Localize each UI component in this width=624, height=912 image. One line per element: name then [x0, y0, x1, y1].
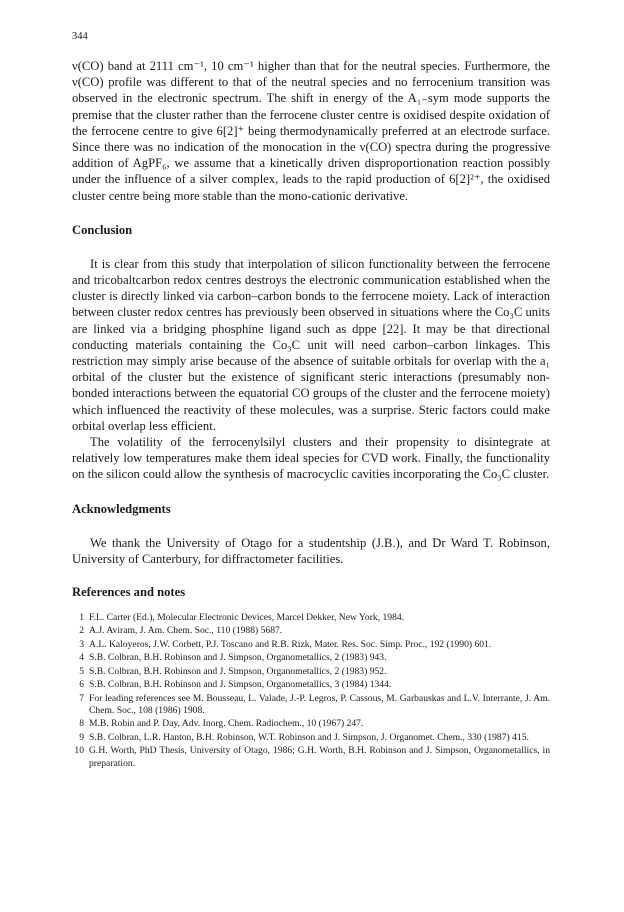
conclusion-paragraph-1: It is clear from this study that interpolation of silicon functionality between the ferrocene and tricobaltcarbon redox centres destroys the electronic communication established when the cluster is directly linked via carbon–carbon bonds to the ferrocene moiety. Lack of interaction between cluster redox centres has previously been observed in situations where the Co₃C units are linked via a bridging phosphine ligand such as dppe [22]. It may be that directional conducting materials containing the Co₃C unit will need carbon–carbon linkages. This restriction may simply arise because of the absence of suitable orbitals for overlap with the a₁ orbital of the cluster but the existence of significant steric interactions (presumably non-bonded interactions between the equatorial CO groups of the cluster and the ferrocene moiety) which influenced the reactivity of these molecules, was a surprise. Steric factors could make orbital overlap less efficient. — [72, 256, 550, 433]
page-body — [72, 58, 550, 771]
reference-number: 4 — [79, 652, 84, 664]
page-number: 344 — [72, 31, 88, 42]
reference-item — [72, 679, 550, 691]
reference-text: G.H. Worth, PhD Thesis, University of Otago, 1986; G.H. Worth, B.H. Robinson and J. Simpson, Organometallics, in preparation. — [89, 745, 550, 769]
reference-item — [72, 745, 550, 770]
acknowledgments-paragraph: We thank the University of Otago for a studentship (J.B.), and Dr Ward T. Robinson, University of Canterbury, for diffractometer facilities. — [72, 535, 550, 566]
reference-item — [72, 732, 550, 744]
conclusion-heading: Conclusion — [72, 222, 133, 237]
reference-item — [72, 612, 550, 624]
reference-text: S.B. Colbran, B.H. Robinson and J. Simpson, Organometallics, 2 (1983) 952. — [89, 665, 387, 677]
reference-text: For leading references see M. Bousseau, L. Valade, J.-P. Legros, P. Cassous, M. Garbauskas and L.V. Interrante, J. Am. Chem. Soc., 108 (1986) 1908. — [89, 692, 550, 716]
reference-number: 8 — [79, 718, 84, 730]
intro-paragraph: ν(CO) band at 2111 cm⁻¹, 10 cm⁻¹ higher than that for the neutral species. Furthermore, the ν(CO) profile was different to that of the neutral species and no ferrocenium transition was observed in the electronic spectrum. The shift in energy of the A₁₋sym mode supports the premise that the cluster rather than the ferrocene cluster centre is oxidised despite oxidation of the ferrocene centre to give 6[2]⁺ being thermodynamically preferred at an electrode surface. Since there was no indication of the monocation in the ν(CO) spectra during the progressive addition of AgPF₆, we assume that a kinetically driven disproportionation reaction possibly under the influence of a silver complex, leads to the rapid production of 6[2]²⁺, the oxidised cluster centre being more stable than the mono-cationic derivative. — [72, 59, 550, 203]
reference-number: 2 — [79, 625, 84, 637]
reference-item — [72, 718, 550, 730]
references-heading: References and notes — [72, 585, 186, 600]
reference-number: 1 — [79, 612, 84, 624]
reference-text: S.B. Colbran, B.H. Robinson and J. Simpson, Organometallics, 2 (1983) 943. — [89, 652, 387, 664]
reference-item — [72, 693, 550, 718]
reference-item — [72, 666, 550, 678]
conclusion-paragraph-2: The volatility of the ferrocenylsilyl clusters and their propensity to disintegrate at relatively low temperatures make them ideal species for CVD work. Finally, the functionality on the silicon could allow the synthesis of macrocyclic cavities incorporating the Co₃C cluster. — [72, 435, 550, 482]
reference-text: F.L. Carter (Ed.), Molecular Electronic Devices, Marcel Dekker, New York, 1984. — [89, 612, 405, 624]
reference-item — [72, 639, 550, 651]
reference-text: A.J. Aviram, J. Am. Chem. Soc., 110 (1988) 5687. — [89, 625, 283, 637]
reference-item — [72, 625, 550, 637]
reference-text: M.B. Robin and P. Day, Adv. Inorg. Chem. Radiochem., 10 (1967) 247. — [89, 718, 364, 730]
reference-text: A.L. Kaloyeros, J.W. Corbett, P.J. Toscano and R.B. Rizk, Mater. Res. Soc. Simp. Proc., 192 (1990) 601. — [89, 638, 492, 650]
reference-number: 9 — [79, 731, 84, 743]
reference-text: S.B. Colbran, B.H. Robinson and J. Simpson, Organometallics, 3 (1984) 1344. — [89, 679, 392, 691]
reference-number: 7 — [79, 692, 84, 704]
reference-number: 5 — [79, 665, 84, 677]
reference-number: 3 — [79, 638, 84, 650]
acknowledgments-heading: Acknowledgments — [72, 501, 171, 516]
reference-number: 6 — [79, 679, 84, 691]
reference-number: 10 — [74, 745, 84, 757]
reference-item — [72, 652, 550, 664]
references-list — [72, 612, 550, 770]
reference-text: S.B. Colbran, L.R. Hanton, B.H. Robinson, W.T. Robinson and J. Simpson, J. Organomet. Chem., 330 (1987) 415. — [89, 731, 529, 743]
